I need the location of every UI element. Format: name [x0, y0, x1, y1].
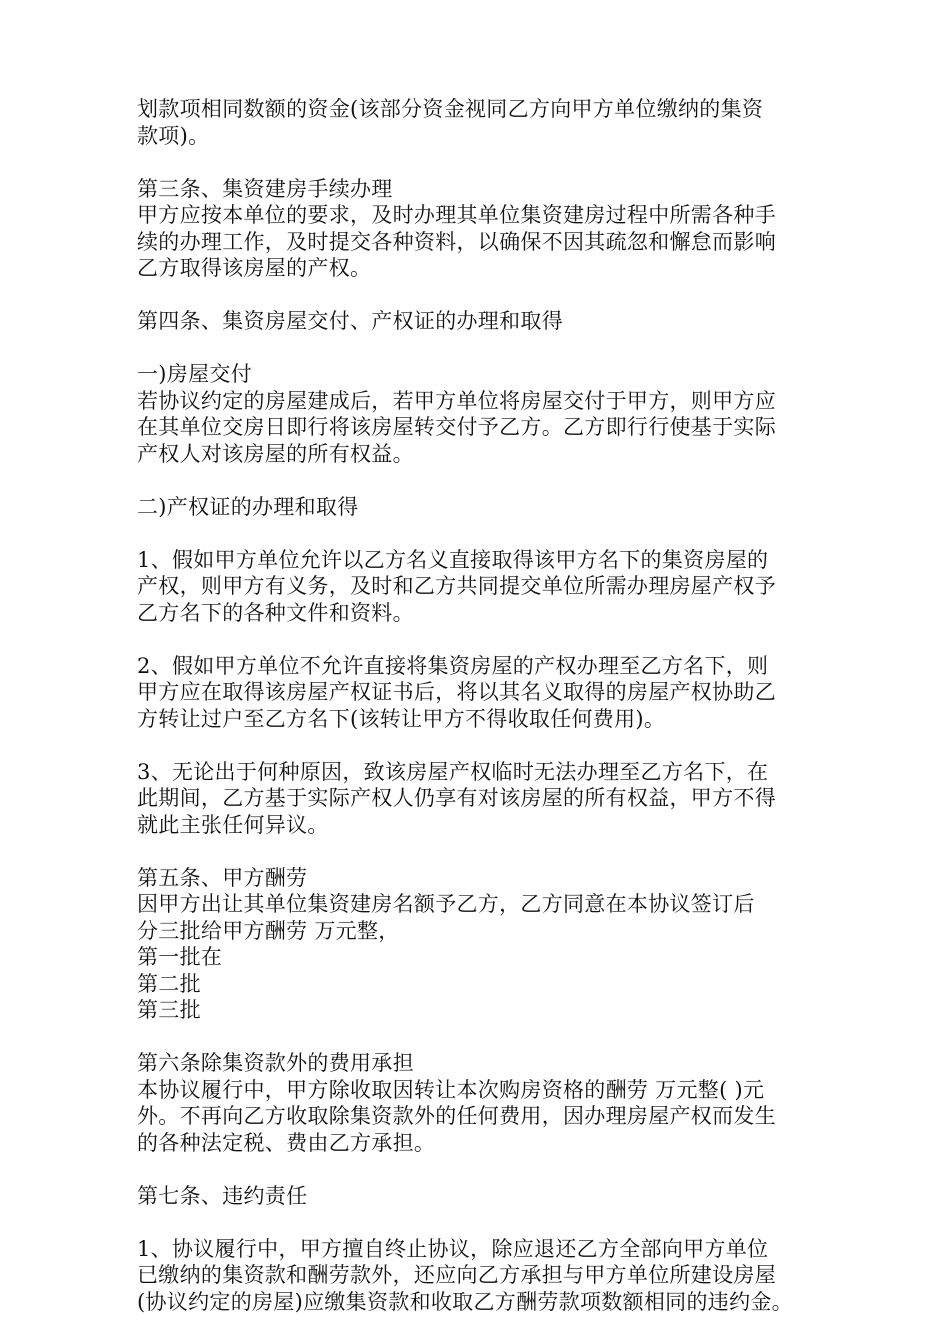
- paragraph: [137, 96, 827, 149]
- text-line: 第五条、甲方酬劳: [137, 865, 308, 890]
- text-line: 就此主张任何异议。: [137, 812, 329, 837]
- paragraph-gap: [137, 838, 827, 865]
- paragraph-gap: [137, 335, 827, 362]
- paragraph: [137, 759, 827, 839]
- text-line: 第七条、违约责任: [137, 1183, 308, 1208]
- text-line: 分三批给甲方酬劳 万元整，: [137, 918, 400, 943]
- text-line: 乙方名下的各种文件和资料。: [137, 600, 414, 625]
- text-line: 第一批在: [137, 945, 223, 969]
- paragraph: [137, 653, 827, 733]
- text-line: 1、协议履行中，甲方擅自终止协议，除应退还乙方全部向甲方单位: [137, 1236, 769, 1261]
- paragraph: [137, 547, 827, 627]
- paragraph: [137, 1183, 827, 1210]
- text-line: 3、无论出于何种原因，致该房屋产权临时无法办理至乙方名下，在: [137, 759, 769, 784]
- paragraph: [137, 865, 827, 1024]
- text-line: 产权，则甲方有义务，及时和乙方共同提交单位所需办理房屋产权予: [137, 574, 776, 598]
- paragraph-gap: [137, 149, 827, 176]
- text-line: 乙方取得该房屋的产权。: [137, 256, 372, 280]
- text-line: 已缴纳的集资款和酬劳款外，还应向乙方承担与甲方单位所建设房屋: [137, 1263, 776, 1287]
- text-line: 在其单位交房日即行将该房屋转交付予乙方。乙方即行行使基于实际: [137, 415, 776, 439]
- text-line: 一)房屋交付: [137, 362, 252, 386]
- text-line: 第二批: [137, 971, 201, 996]
- text-line: 若协议约定的房屋建成后，若甲方单位将房屋交付于甲方，则甲方应: [137, 388, 776, 413]
- text-line: 第四条、集资房屋交付、产权证的办理和取得: [137, 309, 563, 333]
- text-line: 甲方应按本单位的要求，及时办理其单位集资建房过程中所需各种手: [137, 203, 776, 227]
- paragraph-gap: [137, 1209, 827, 1236]
- text-line: 1、假如甲方单位允许以乙方名义直接取得该甲方名下的集资房屋的: [137, 547, 769, 572]
- text-line: (协议约定的房屋)应缴集资款和收取乙方酬劳款项数额相同的违约金。: [137, 1289, 793, 1314]
- text-line: 款项)。: [137, 123, 210, 148]
- text-line: 2、假如甲方单位不允许直接将集资房屋的产权办理至乙方名下，则: [137, 653, 769, 678]
- text-line: 方转让过户至乙方名下(该转让甲方不得收取任何费用)。: [137, 706, 666, 731]
- paragraph: [137, 361, 827, 467]
- text-line: 甲方应在取得该房屋产权证书后，将以其名义取得的房屋产权协助乙: [137, 680, 776, 704]
- paragraph: [137, 1236, 827, 1316]
- text-line: 划款项相同数额的资金(该部分资金视同乙方向甲方单位缴纳的集资: [137, 97, 764, 121]
- text-line: 第六条除集资款外的费用承担: [137, 1051, 414, 1075]
- text-line: 的各种法定税、费由乙方承担。: [137, 1130, 436, 1155]
- paragraph-gap: [137, 1024, 827, 1051]
- paragraph-gap: [137, 282, 827, 309]
- text-line: 续的办理工作，及时提交各种资料，以确保不因其疏忽和懈怠而影响: [137, 229, 776, 254]
- paragraph-gap: [137, 626, 827, 653]
- text-line: 本协议履行中，甲方除收取因转让本次购房资格的酬劳 万元整( )元: [137, 1077, 765, 1102]
- paragraph: [137, 1050, 827, 1156]
- paragraph-gap: [137, 520, 827, 547]
- paragraph-gap: [137, 467, 827, 494]
- paragraph-gap: [137, 1156, 827, 1183]
- text-line: 此期间，乙方基于实际产权人仍享有对该房屋的所有权益，甲方不得: [137, 786, 776, 810]
- paragraph: [137, 308, 827, 335]
- text-line: 产权人对该房屋的所有权益。: [137, 441, 414, 466]
- document-page: [137, 96, 827, 1315]
- text-line: 第三批: [137, 998, 201, 1022]
- text-line: 外。不再向乙方收取除集资款外的任何费用，因办理房屋产权而发生: [137, 1104, 776, 1128]
- text-line: 因甲方出让其单位集资建房名额予乙方，乙方同意在本协议签订后: [137, 892, 755, 916]
- paragraph: [137, 494, 827, 521]
- text-line: 二)产权证的办理和取得: [137, 494, 359, 519]
- paragraph: [137, 176, 827, 282]
- paragraph-gap: [137, 732, 827, 759]
- text-line: 第三条、集资建房手续办理: [137, 176, 393, 201]
